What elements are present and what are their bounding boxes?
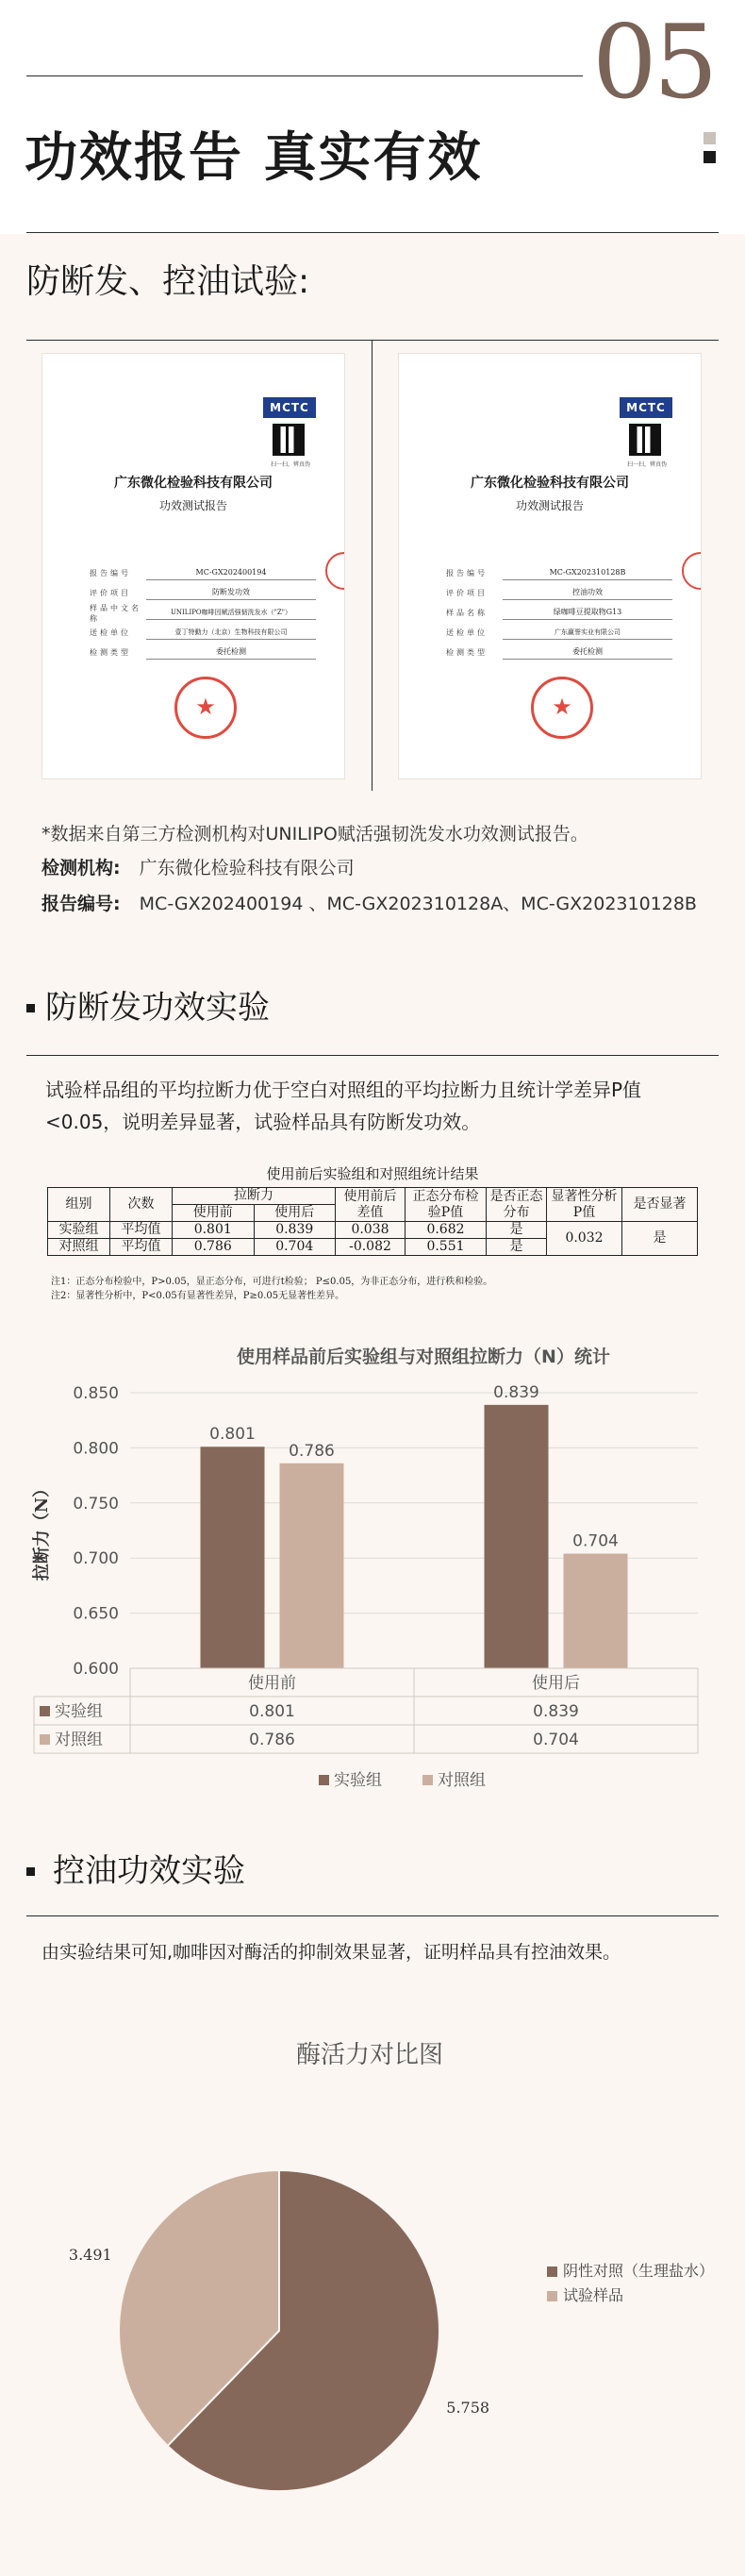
- field-value: 委托检测: [146, 645, 316, 660]
- th-force: 拉断力: [173, 1188, 336, 1205]
- decor-square-dark: [704, 151, 716, 163]
- hair-result-paragraph: 试验样品组的平均拉断力优于空白对照组的平均拉断力且统计学差异P值<0.05，说明差异显著，试验样品具有防断发功效。: [45, 1079, 642, 1133]
- report-title: 功效测试报告: [515, 499, 584, 512]
- table-cell: 0.801: [249, 1702, 295, 1721]
- cell-diff: 0.038: [336, 1222, 406, 1239]
- bar: [564, 1554, 628, 1668]
- mctc-logo: MCTC: [263, 397, 316, 418]
- report-document-2[interactable]: [398, 353, 702, 779]
- field-value: 控油功效: [503, 586, 672, 600]
- field-key: 样品中文名称: [90, 603, 141, 623]
- legend-key: [547, 2291, 557, 2301]
- th-group: 组别: [48, 1188, 110, 1222]
- report-field: [446, 583, 672, 603]
- x-tick-label: 使用前: [248, 1674, 296, 1693]
- field-value: 委托检测: [503, 645, 672, 660]
- qr-code-icon: [629, 424, 661, 456]
- table-row-label: 对照组: [55, 1731, 103, 1749]
- section-title-oil: 控油功效实验: [53, 1852, 245, 1890]
- stat-table: [47, 1187, 698, 1256]
- x-tick-label: 使用后: [532, 1674, 580, 1693]
- table-legend-key: [40, 1734, 50, 1745]
- cell-after: 0.839: [254, 1222, 336, 1239]
- data-disclaimer: *数据来自第三方检测机构对UNILIPO赋活强韧洗发水功效测试报告。: [41, 824, 588, 845]
- field-key: 检测类型: [446, 648, 488, 657]
- field-key: 送检单位: [90, 628, 131, 637]
- bar-data-label: 0.839: [493, 1382, 539, 1402]
- report-field: [446, 623, 672, 643]
- y-tick-label: 0.800: [73, 1439, 119, 1459]
- report-number-line: [41, 889, 697, 919]
- field-value: 防断发功效: [146, 586, 316, 600]
- field-key: 样品名称: [446, 609, 488, 617]
- field-value: UNILIPO咖啡因赋活强韧洗发水（"Z"）: [146, 606, 316, 620]
- cell-normal: 是: [487, 1239, 547, 1256]
- th-after: 使用后: [254, 1205, 336, 1222]
- y-tick-label: 0.750: [73, 1494, 119, 1514]
- table-row: [48, 1222, 698, 1239]
- table-cell: 0.704: [533, 1731, 579, 1749]
- cell-sig: 是: [622, 1222, 698, 1256]
- th-is-sig: 是否显著: [622, 1188, 698, 1222]
- th-diff: 使用前后差值: [336, 1188, 406, 1222]
- table-row-label: 实验组: [55, 1702, 103, 1721]
- section3-rule: [26, 1915, 719, 1916]
- th-before: 使用前: [173, 1205, 255, 1222]
- field-key: 检测类型: [90, 648, 131, 657]
- y-tick-label: 0.700: [73, 1549, 119, 1569]
- report-fields: [90, 563, 316, 662]
- chart-title: 使用样品前后实验组与对照组拉断力（N）统计: [237, 1347, 610, 1367]
- section-bullet: [26, 1004, 35, 1012]
- official-seal-icon: ★: [531, 677, 593, 739]
- report-field: [446, 603, 672, 623]
- legend-label: 试验样品: [563, 2286, 624, 2304]
- bar: [280, 1464, 344, 1668]
- field-key: 送检单位: [446, 628, 488, 637]
- header-rule: [26, 75, 583, 76]
- report-title: 功效测试报告: [158, 499, 227, 512]
- th-is-normal: 是否正态分布: [487, 1188, 547, 1222]
- cell-diff: -0.082: [336, 1239, 406, 1256]
- legend-label: 对照组: [438, 1771, 486, 1790]
- table-cell: 0.786: [249, 1731, 295, 1749]
- report-number-label: 报告编号:: [41, 894, 121, 914]
- field-key: 报告编号: [90, 569, 131, 577]
- agency-value: 广东微化检验科技有限公司: [139, 858, 355, 878]
- legend-key: [547, 2267, 557, 2277]
- legend-key: [422, 1775, 433, 1785]
- report-number-value: MC-GX202400194 、MC-GX202310128A、MC-GX202310128B: [139, 894, 697, 914]
- y-tick-label: 0.850: [73, 1384, 119, 1403]
- report-field: [90, 623, 316, 643]
- cell-count: 平均值: [110, 1239, 173, 1256]
- section2-rule: [26, 1055, 719, 1056]
- bar: [485, 1405, 549, 1668]
- report-field: [90, 603, 316, 623]
- section-bullet: [26, 1867, 35, 1876]
- field-key: 报告编号: [446, 569, 488, 577]
- bar-data-label: 0.704: [572, 1531, 619, 1551]
- cell-count: 平均值: [110, 1222, 173, 1239]
- header-bottom-rule: [26, 232, 719, 233]
- th-count: 次数: [110, 1188, 173, 1222]
- field-key: 评价项目: [90, 589, 131, 597]
- cell-normal: 是: [487, 1222, 547, 1239]
- report-org: 广东微化检验科技有限公司: [471, 476, 629, 491]
- th-normal-p: 正态分布检验P值: [406, 1188, 487, 1222]
- decor-square-light: [704, 132, 716, 144]
- stat-table-caption: 使用前后实验组和对照组统计结果: [266, 1165, 479, 1182]
- report-field: [90, 643, 316, 662]
- table-note-2: 注2：显著性分析中，P<0.05有显著性差异，P≥0.05无显著性差异。: [51, 1291, 345, 1301]
- pie-chart: [0, 2010, 745, 2576]
- y-axis-label: 拉断力（N）: [32, 1480, 52, 1581]
- cell-sig-p: 0.032: [547, 1222, 622, 1256]
- field-value: MC-GX202310128B: [503, 566, 672, 580]
- field-value: 广东赢誉实业有限公司: [503, 626, 672, 640]
- section1-rule: [26, 340, 719, 341]
- field-value: MC-GX202400194: [146, 566, 316, 580]
- cell-before: 0.786: [173, 1239, 255, 1256]
- legend-key: [319, 1775, 329, 1785]
- report-field: [90, 563, 316, 583]
- report-fields: [446, 563, 672, 662]
- th-sig-p: 显著性分析P值: [547, 1188, 622, 1222]
- bar-chart: [19, 1330, 717, 1802]
- report-field: [90, 583, 316, 603]
- official-seal-icon: ★: [174, 677, 237, 739]
- table-note-1: 注1：正态分布检验中，P>0.05，显正态分布，可进行t检验； P≤0.05，为非正态分布，进行秩和检验。: [51, 1277, 493, 1287]
- bar: [201, 1447, 265, 1668]
- qr-code-icon: [273, 424, 305, 456]
- field-value: 壹丁特動力（北京）生物科技有限公司: [146, 626, 316, 640]
- mctc-logo: MCTC: [620, 397, 672, 418]
- pie-data-label: 3.491: [68, 2245, 112, 2264]
- legend-label: 实验组: [334, 1771, 382, 1790]
- qr-caption: 扫一扫，辨真伪: [626, 461, 667, 468]
- cell-p: 0.551: [406, 1239, 487, 1256]
- edge-seal-icon: [325, 552, 345, 590]
- agency-label: 检测机构:: [41, 858, 121, 878]
- report-document-1[interactable]: [41, 353, 345, 779]
- agency-line: [41, 853, 355, 883]
- cell-p: 0.682: [406, 1222, 487, 1239]
- qr-caption: 扫一扫，辨真伪: [270, 461, 310, 468]
- cell-group: 实验组: [48, 1222, 110, 1239]
- legend-label: 阴性对照（生理盐水）: [563, 2262, 715, 2280]
- report-field: [446, 563, 672, 583]
- table-cell: 0.839: [533, 1702, 579, 1721]
- table-legend-key: [40, 1706, 50, 1716]
- chart-title: 酶活力对比图: [295, 2041, 444, 2069]
- bar-data-label: 0.801: [209, 1425, 256, 1445]
- section-number: 05: [592, 4, 715, 122]
- page-title: 功效报告 真实有效: [25, 127, 483, 189]
- report-org: 广东微化检验科技有限公司: [114, 476, 273, 491]
- edge-seal-icon: [682, 552, 702, 590]
- field-value: 绿咖啡豆提取物G13: [503, 606, 672, 620]
- pie-data-label: 5.758: [446, 2399, 490, 2417]
- bar-data-label: 0.786: [289, 1441, 335, 1461]
- cell-before: 0.801: [173, 1222, 255, 1239]
- y-tick-label: 0.600: [73, 1660, 119, 1679]
- oil-result-paragraph: 由实验结果可知,咖啡因对酶活的抑制效果显著，证明样品具有控油效果。: [41, 1942, 621, 1963]
- cell-group: 对照组: [48, 1239, 110, 1256]
- section-title-hair: 防断发功效实验: [45, 989, 270, 1027]
- field-key: 评价项目: [446, 589, 488, 597]
- cell-after: 0.704: [254, 1239, 336, 1256]
- section-title-tests: 防断发、控油试验:: [26, 262, 310, 301]
- y-tick-label: 0.650: [73, 1604, 119, 1624]
- report-field: [446, 643, 672, 662]
